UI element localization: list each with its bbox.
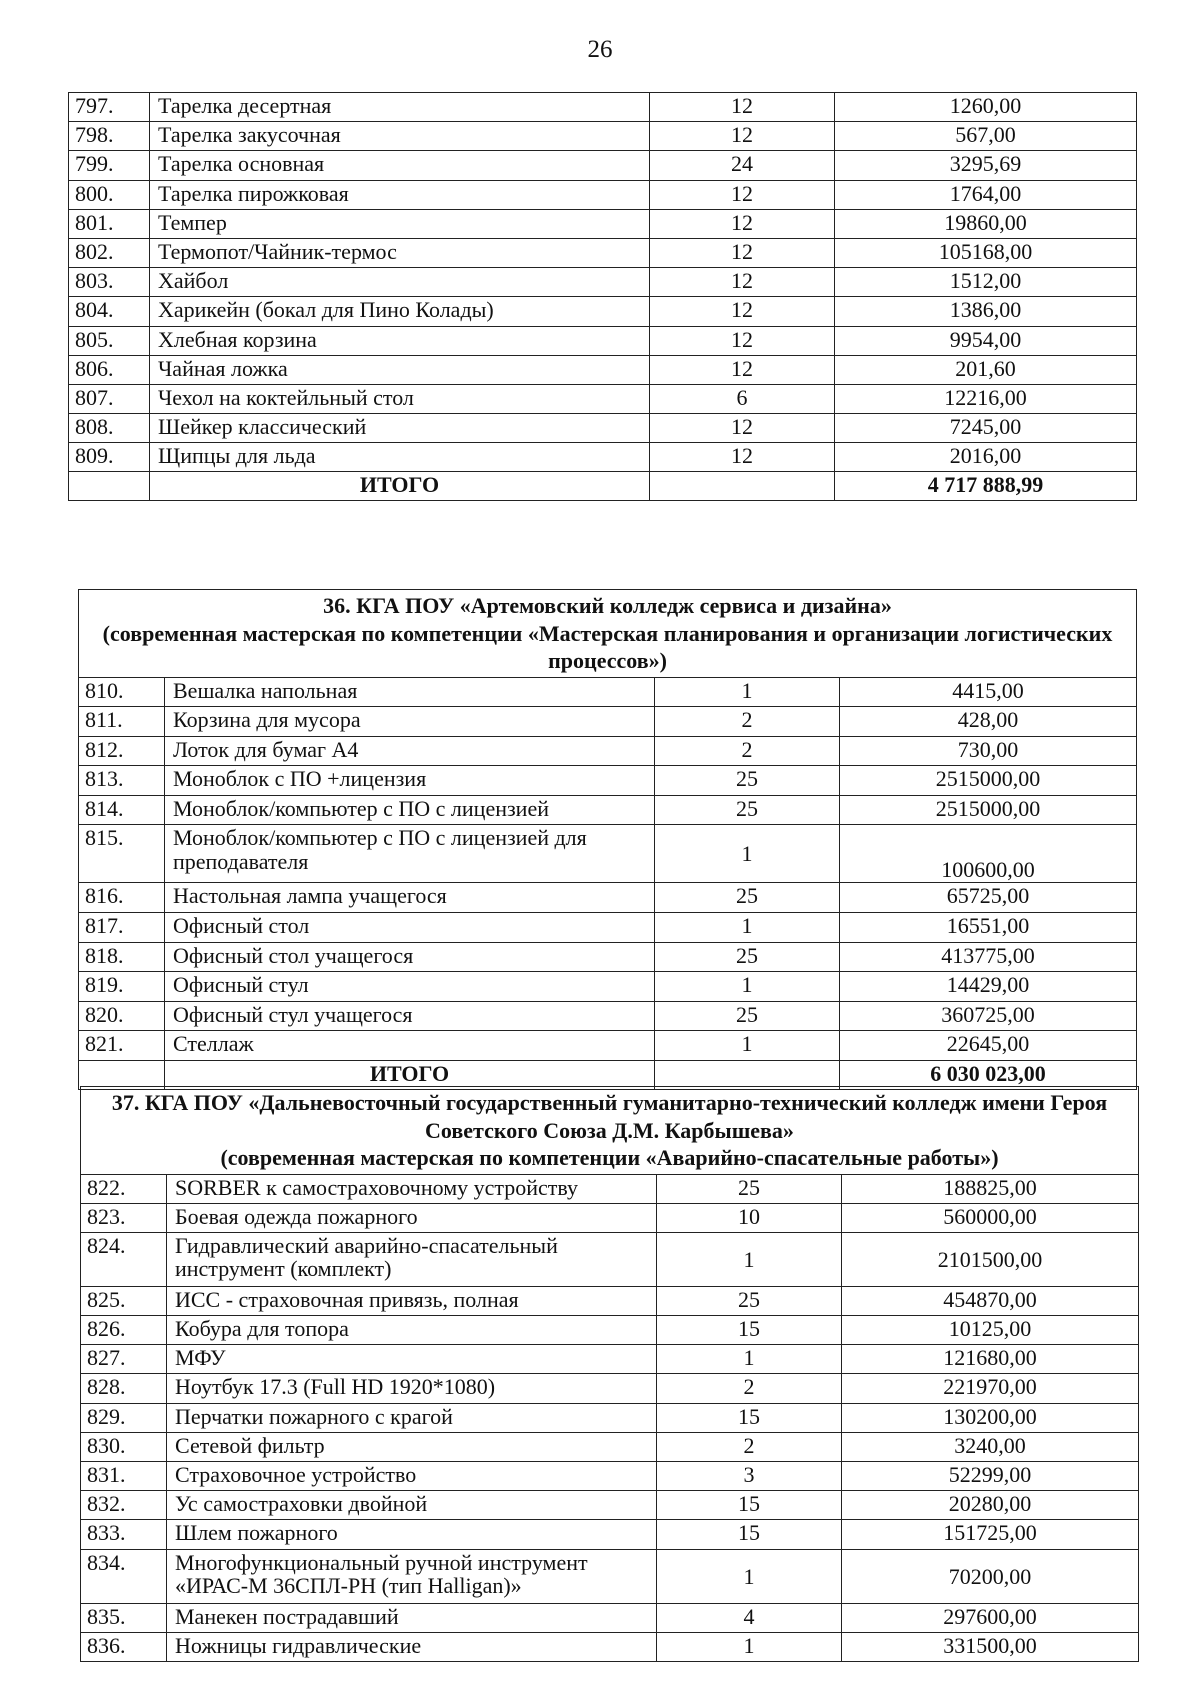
item-name: Тарелка закусочная xyxy=(150,122,650,151)
item-quantity: 12 xyxy=(650,443,835,472)
item-name: Ноутбук 17.3 (Full HD 1920*1080) xyxy=(167,1374,657,1403)
table-row xyxy=(69,326,1137,355)
table-row xyxy=(79,913,1137,943)
table-row xyxy=(69,180,1137,209)
table-row xyxy=(81,1403,1139,1432)
item-name: Шлем пожарного xyxy=(167,1520,657,1549)
table-row xyxy=(79,795,1137,825)
item-quantity: 15 xyxy=(657,1491,842,1520)
item-name: Термопот/Чайник-термос xyxy=(150,238,650,267)
item-sum: 7245,00 xyxy=(835,414,1137,443)
item-sum: 3295,69 xyxy=(835,151,1137,180)
table-row xyxy=(79,677,1137,707)
table-row xyxy=(69,238,1137,267)
item-sum: 9954,00 xyxy=(835,326,1137,355)
item-sum: 1260,00 xyxy=(835,93,1137,122)
item-sum: 201,60 xyxy=(835,355,1137,384)
table-row xyxy=(79,736,1137,766)
table-row xyxy=(81,1491,1139,1520)
item-number: 800. xyxy=(69,180,150,209)
item-name: Щипцы для льда xyxy=(150,443,650,472)
table-row xyxy=(81,1520,1139,1549)
table-row xyxy=(81,1603,1139,1632)
table-row xyxy=(79,1031,1137,1061)
item-quantity: 25 xyxy=(657,1286,842,1315)
item-number: 801. xyxy=(69,209,150,238)
section37-heading-row xyxy=(81,1087,1139,1175)
item-name: Вешалка напольная xyxy=(165,677,655,707)
item-number: 830. xyxy=(81,1432,167,1461)
item-name: Темпер xyxy=(150,209,650,238)
item-name: Моноблок с ПО +лицензия xyxy=(165,766,655,796)
item-sum: 16551,00 xyxy=(840,913,1137,943)
item-sum: 2515000,00 xyxy=(840,795,1137,825)
section-title: 37. КГА ПОУ «Дальневосточный государственный гуманитарно-технический колледж имени Героя Советского Союза Д.М. Карбышева» xyxy=(111,1090,1108,1143)
item-sum: 52299,00 xyxy=(842,1462,1139,1491)
item-number: 828. xyxy=(81,1374,167,1403)
section-title: 36. КГА ПОУ «Артемовский колледж сервиса и дизайна» xyxy=(323,593,892,618)
item-name: Хлебная корзина xyxy=(150,326,650,355)
item-sum: 1764,00 xyxy=(835,180,1137,209)
item-sum: 221970,00 xyxy=(842,1374,1139,1403)
item-quantity: 12 xyxy=(650,238,835,267)
item-quantity: 25 xyxy=(655,795,840,825)
table-row xyxy=(69,268,1137,297)
item-number: 808. xyxy=(69,414,150,443)
item-number: 814. xyxy=(79,795,165,825)
item-number: 834. xyxy=(81,1549,167,1603)
table-row xyxy=(79,766,1137,796)
item-number: 812. xyxy=(79,736,165,766)
item-number: 798. xyxy=(69,122,150,151)
equipment-table-part2 xyxy=(78,589,1137,1090)
item-sum: 22645,00 xyxy=(840,1031,1137,1061)
table-row xyxy=(79,883,1137,913)
table-row xyxy=(81,1232,1139,1286)
item-quantity: 12 xyxy=(650,209,835,238)
total-label: ИТОГО xyxy=(165,1061,655,1090)
section36-heading-row xyxy=(79,590,1137,678)
total-sum: 6 030 023,00 xyxy=(840,1061,1137,1090)
item-number: 813. xyxy=(79,766,165,796)
item-number: 803. xyxy=(69,268,150,297)
item-quantity: 25 xyxy=(655,766,840,796)
item-name: Тарелка десертная xyxy=(150,93,650,122)
item-name: Боевая одежда пожарного xyxy=(167,1203,657,1232)
item-name: Тарелка пирожковая xyxy=(150,180,650,209)
item-sum: 70200,00 xyxy=(842,1549,1139,1603)
item-quantity: 15 xyxy=(657,1403,842,1432)
item-quantity: 15 xyxy=(657,1316,842,1345)
table-row xyxy=(69,414,1137,443)
item-quantity: 25 xyxy=(657,1174,842,1203)
item-name: Офисный стол учащегося xyxy=(165,942,655,972)
table-row xyxy=(69,297,1137,326)
item-quantity: 1 xyxy=(657,1549,842,1603)
item-quantity: 6 xyxy=(650,384,835,413)
table-body xyxy=(79,590,1137,1090)
table-row xyxy=(81,1462,1139,1491)
item-sum: 65725,00 xyxy=(840,883,1137,913)
item-name: Чайная ложка xyxy=(150,355,650,384)
item-name: ИСС - страховочная привязь, полная xyxy=(167,1286,657,1315)
table-row xyxy=(69,443,1137,472)
total-empty-cell xyxy=(650,472,835,501)
page-number: 26 xyxy=(587,36,613,63)
item-quantity: 1 xyxy=(657,1345,842,1374)
item-number: 819. xyxy=(79,972,165,1002)
item-number: 836. xyxy=(81,1632,167,1661)
item-quantity: 1 xyxy=(655,1031,840,1061)
item-number: 833. xyxy=(81,1520,167,1549)
table-row xyxy=(81,1203,1139,1232)
item-quantity: 12 xyxy=(650,414,835,443)
table-row xyxy=(69,122,1137,151)
item-name: МФУ xyxy=(167,1345,657,1374)
item-number: 827. xyxy=(81,1345,167,1374)
item-sum: 1386,00 xyxy=(835,297,1137,326)
item-name: Чехол на коктейльный стол xyxy=(150,384,650,413)
item-name: Шейкер классический xyxy=(150,414,650,443)
item-quantity: 10 xyxy=(657,1203,842,1232)
item-name: Манекен пострадавший xyxy=(167,1603,657,1632)
item-name: Ус самостраховки двойной xyxy=(167,1491,657,1520)
item-name: Офисный стол xyxy=(165,913,655,943)
item-name: Тарелка основная xyxy=(150,151,650,180)
item-quantity: 12 xyxy=(650,93,835,122)
item-number: 816. xyxy=(79,883,165,913)
table-body xyxy=(69,93,1137,501)
item-number: 820. xyxy=(79,1001,165,1031)
item-quantity: 25 xyxy=(655,1001,840,1031)
item-number: 829. xyxy=(81,1403,167,1432)
table-row xyxy=(69,355,1137,384)
table-row xyxy=(79,1001,1137,1031)
table-row xyxy=(79,972,1137,1002)
item-quantity: 12 xyxy=(650,326,835,355)
table-row xyxy=(69,93,1137,122)
item-number: 806. xyxy=(69,355,150,384)
item-number: 823. xyxy=(81,1203,167,1232)
item-quantity: 1 xyxy=(655,913,840,943)
item-name: Моноблок/компьютер с ПО с лицензией для преподавателя xyxy=(165,825,655,883)
item-name: Настольная лампа учащегося xyxy=(165,883,655,913)
item-name: Моноблок/компьютер с ПО с лицензией xyxy=(165,795,655,825)
table-row xyxy=(79,707,1137,737)
item-name: Лоток для бумаг А4 xyxy=(165,736,655,766)
item-quantity: 4 xyxy=(657,1603,842,1632)
table-row xyxy=(81,1549,1139,1603)
item-name: Корзина для мусора xyxy=(165,707,655,737)
item-number: 810. xyxy=(79,677,165,707)
section-heading xyxy=(81,1087,1139,1175)
total-label: ИТОГО xyxy=(150,472,650,501)
item-name: Многофункциональный ручной инструмент «ИРАС-М 36СПЛ-РН (тип Halligan)» xyxy=(167,1549,657,1603)
item-quantity: 2 xyxy=(657,1432,842,1461)
item-name: Перчатки пожарного с крагой xyxy=(167,1403,657,1432)
item-name: Хайбол xyxy=(150,268,650,297)
item-sum: 331500,00 xyxy=(842,1632,1139,1661)
table-row xyxy=(81,1374,1139,1403)
item-name: Харикейн (бокал для Пино Колады) xyxy=(150,297,650,326)
item-number: 825. xyxy=(81,1286,167,1315)
item-quantity: 1 xyxy=(657,1632,842,1661)
item-sum: 2515000,00 xyxy=(840,766,1137,796)
item-name: Страховочное устройство xyxy=(167,1462,657,1491)
item-sum: 3240,00 xyxy=(842,1432,1139,1461)
item-sum: 151725,00 xyxy=(842,1520,1139,1549)
table-row xyxy=(81,1316,1139,1345)
item-name: Стеллаж xyxy=(165,1031,655,1061)
item-quantity: 2 xyxy=(655,736,840,766)
table-row xyxy=(81,1345,1139,1374)
item-quantity: 24 xyxy=(650,151,835,180)
item-name: SORBER к самостраховочному устройству xyxy=(167,1174,657,1203)
item-quantity: 1 xyxy=(655,677,840,707)
item-number: 821. xyxy=(79,1031,165,1061)
item-number: 835. xyxy=(81,1603,167,1632)
item-sum: 428,00 xyxy=(840,707,1137,737)
item-sum: 105168,00 xyxy=(835,238,1137,267)
item-quantity: 12 xyxy=(650,268,835,297)
table-row xyxy=(81,1286,1139,1315)
equipment-table-part3 xyxy=(80,1086,1139,1662)
table-row xyxy=(69,209,1137,238)
item-number: 822. xyxy=(81,1174,167,1203)
item-sum: 730,00 xyxy=(840,736,1137,766)
item-sum: 19860,00 xyxy=(835,209,1137,238)
item-sum: 297600,00 xyxy=(842,1603,1139,1632)
item-sum: 560000,00 xyxy=(842,1203,1139,1232)
item-quantity: 2 xyxy=(655,707,840,737)
item-name: Офисный стул xyxy=(165,972,655,1002)
item-number: 832. xyxy=(81,1491,167,1520)
item-name: Офисный стул учащегося xyxy=(165,1001,655,1031)
item-quantity: 1 xyxy=(655,825,840,883)
item-name: Сетевой фильтр xyxy=(167,1432,657,1461)
item-quantity: 25 xyxy=(655,883,840,913)
section-subtitle: (современная мастерская по компетенции «Аварийно-спасательные работы») xyxy=(220,1145,999,1170)
item-sum: 413775,00 xyxy=(840,942,1137,972)
item-sum: 2016,00 xyxy=(835,443,1137,472)
item-number: 815. xyxy=(79,825,165,883)
equipment-table-part1 xyxy=(68,92,1137,501)
item-name: Ножницы гидравлические xyxy=(167,1632,657,1661)
item-sum: 121680,00 xyxy=(842,1345,1139,1374)
item-number: 817. xyxy=(79,913,165,943)
total-empty-cell xyxy=(69,472,150,501)
item-number: 807. xyxy=(69,384,150,413)
item-number: 797. xyxy=(69,93,150,122)
section-heading xyxy=(79,590,1137,678)
item-sum: 130200,00 xyxy=(842,1403,1139,1432)
item-quantity: 25 xyxy=(655,942,840,972)
section-subtitle: (современная мастерская по компетенции «Мастерская планирования и организации логистических процессов») xyxy=(102,620,1113,673)
table-row xyxy=(69,384,1137,413)
item-number: 804. xyxy=(69,297,150,326)
item-sum: 10125,00 xyxy=(842,1316,1139,1345)
item-number: 826. xyxy=(81,1316,167,1345)
item-sum: 100600,00 xyxy=(840,825,1137,883)
table-body xyxy=(81,1087,1139,1662)
item-quantity: 3 xyxy=(657,1462,842,1491)
item-sum: 12216,00 xyxy=(835,384,1137,413)
item-sum: 14429,00 xyxy=(840,972,1137,1002)
item-sum: 360725,00 xyxy=(840,1001,1137,1031)
table-row xyxy=(81,1632,1139,1661)
table-row xyxy=(79,942,1137,972)
table-row xyxy=(69,151,1137,180)
item-number: 799. xyxy=(69,151,150,180)
item-sum: 188825,00 xyxy=(842,1174,1139,1203)
item-number: 824. xyxy=(81,1232,167,1286)
item-sum: 2101500,00 xyxy=(842,1232,1139,1286)
item-number: 802. xyxy=(69,238,150,267)
item-quantity: 12 xyxy=(650,355,835,384)
item-sum: 20280,00 xyxy=(842,1491,1139,1520)
item-quantity: 15 xyxy=(657,1520,842,1549)
item-sum: 4415,00 xyxy=(840,677,1137,707)
table-row xyxy=(79,825,1137,883)
item-quantity: 12 xyxy=(650,122,835,151)
table-row xyxy=(81,1432,1139,1461)
item-number: 811. xyxy=(79,707,165,737)
table-row xyxy=(81,1174,1139,1203)
item-quantity: 1 xyxy=(655,972,840,1002)
item-number: 805. xyxy=(69,326,150,355)
item-quantity: 12 xyxy=(650,180,835,209)
item-sum: 1512,00 xyxy=(835,268,1137,297)
item-quantity: 12 xyxy=(650,297,835,326)
item-number: 831. xyxy=(81,1462,167,1491)
item-sum: 567,00 xyxy=(835,122,1137,151)
total-row xyxy=(69,472,1137,501)
item-name: Кобура для топора xyxy=(167,1316,657,1345)
item-number: 809. xyxy=(69,443,150,472)
item-name: Гидравлический аварийно-спасательный инструмент (комплект) xyxy=(167,1232,657,1286)
item-sum: 454870,00 xyxy=(842,1286,1139,1315)
item-quantity: 1 xyxy=(657,1232,842,1286)
total-sum: 4 717 888,99 xyxy=(835,472,1137,501)
item-number: 818. xyxy=(79,942,165,972)
item-quantity: 2 xyxy=(657,1374,842,1403)
